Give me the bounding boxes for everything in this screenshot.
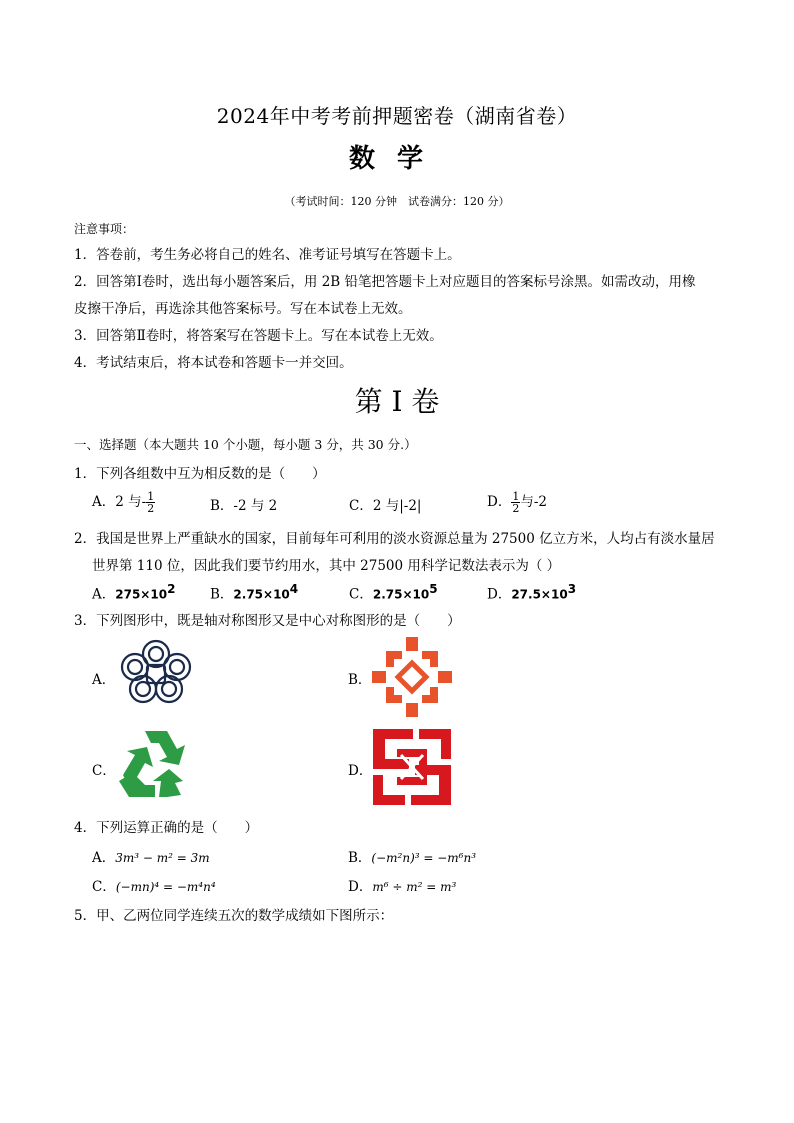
q4-option-b-label: B． (348, 850, 372, 866)
note-item: 2．回答第Ⅰ卷时，选出每小题答案后，用 2B 铅笔把答题卡上对应题目的答案标号涂黑。如需改动，用橡 (74, 274, 696, 290)
q2-option-a-label: A． (92, 586, 116, 603)
q3-option-d-label: D． (348, 763, 373, 779)
q4-option-d-label: D． (348, 879, 373, 895)
q2-option-b-exponent: 4 (289, 582, 299, 596)
q4-option-c-text: (−mn)⁴ = −m⁴n⁴ (115, 880, 216, 894)
q2-option-d-label: D． (487, 586, 512, 603)
note-item: 3．回答第Ⅱ卷时，将答案写在答题卡上。写在本试卷上无效。 (74, 328, 443, 344)
fraction (146, 491, 155, 514)
q2-option-c-text: 2.75×10 (372, 587, 430, 602)
q1-option-b: B．-2 与 2 (210, 498, 278, 514)
q2-option-d (487, 582, 576, 603)
notes-heading: 注意事项： (74, 222, 135, 236)
q4-option-d-text: m⁶ ÷ m² = m³ (372, 880, 457, 894)
note-item: 1．答卷前，考生务必将自己的姓名、准考证号填写在答题卡上。 (74, 247, 461, 263)
fraction-numerator: 1 (147, 490, 155, 503)
q1-option-d (487, 490, 547, 514)
fraction-denominator: 2 (147, 502, 155, 515)
volume-title: 第 I 卷 (354, 385, 440, 418)
q2-option-a-text: 275×10 (115, 587, 168, 602)
q1-option-a-text: 2 与- (115, 494, 147, 510)
section-heading: 一、选择题（本大题共 10 个小题，每小题 3 分，共 30 分.） (74, 437, 417, 452)
q4-option-b-text: (−m²n)³ = −m⁶n³ (371, 851, 477, 865)
question-2-stem-line-1: 2．我国是世界上严重缺水的国家，目前每年可利用的淡水资源总量为 27500 亿立方米，人均占有淡水量居 (74, 531, 715, 547)
subject-title: 数学 (348, 144, 445, 174)
q4-option-d (348, 875, 456, 895)
time-info: （考试时间：120 分钟 试卷满分：120 分） (284, 195, 510, 208)
q3-option-b-label: B． (348, 672, 372, 688)
q4-option-c (92, 875, 216, 895)
question-5-stem: 5．甲、乙两位同学连续五次的数学成绩如下图所示： (74, 908, 394, 924)
question-1-stem: 1．下列各组数中互为相反数的是（ ） (74, 466, 326, 482)
q2-option-c (349, 582, 438, 603)
note-item: 皮擦干净后，再选涂其他答案标号。写在本试卷上无效。 (74, 301, 412, 317)
q2-option-b-text: 2.75×10 (233, 587, 290, 602)
q2-option-c-exponent: 5 (429, 582, 438, 596)
q2-option-c-label: C． (349, 586, 373, 603)
note-item: 4．考试结束后，将本试卷和答题卡一并交回。 (74, 355, 353, 371)
q2-option-d-exponent: 3 (567, 582, 577, 596)
q4-option-a-label: A． (92, 850, 116, 866)
fraction-denominator: 2 (512, 502, 520, 515)
knot-flower-icon (115, 637, 197, 705)
fraction-numerator: 1 (512, 490, 520, 503)
q1-option-d-label: D． (487, 494, 512, 510)
orange-symmetric-logo-icon (372, 637, 452, 717)
q1-option-a (92, 490, 155, 514)
fraction (511, 491, 520, 514)
q3-option-c-label: C． (92, 763, 116, 779)
question-2-stem-line-2: 世界第 110 位，因此我们要节约用水，其中 27500 用科学记数法表示为（ ） (92, 558, 561, 574)
q2-option-a-exponent: 2 (167, 582, 176, 596)
exam-title: 2024年中考考前押题密卷（湖南省卷） (216, 104, 578, 128)
q1-option-c: C．2 与|-2| (349, 498, 422, 514)
question-4-stem: 4．下列运算正确的是（ ） (74, 820, 259, 836)
q1-option-d-text: 与-2 (520, 494, 547, 510)
q2-option-b-label: B． (210, 586, 234, 603)
q4-option-c-label: C． (92, 879, 116, 895)
q2-option-d-text: 27.5×10 (511, 587, 568, 602)
question-3-stem: 3．下列图形中，既是轴对称图形又是中心对称图形的是（ ） (74, 613, 461, 629)
recycle-icon (115, 725, 197, 803)
q4-option-b (348, 846, 476, 866)
q3-option-a-label: A． (92, 672, 116, 688)
q4-option-a-text: 3m³ − m² = 3m (115, 851, 210, 865)
q4-option-a (92, 846, 210, 866)
q1-option-a-label: A． (92, 494, 116, 510)
q2-option-a (92, 582, 175, 603)
red-square-logo-icon (373, 729, 451, 805)
q2-option-b (210, 582, 298, 603)
